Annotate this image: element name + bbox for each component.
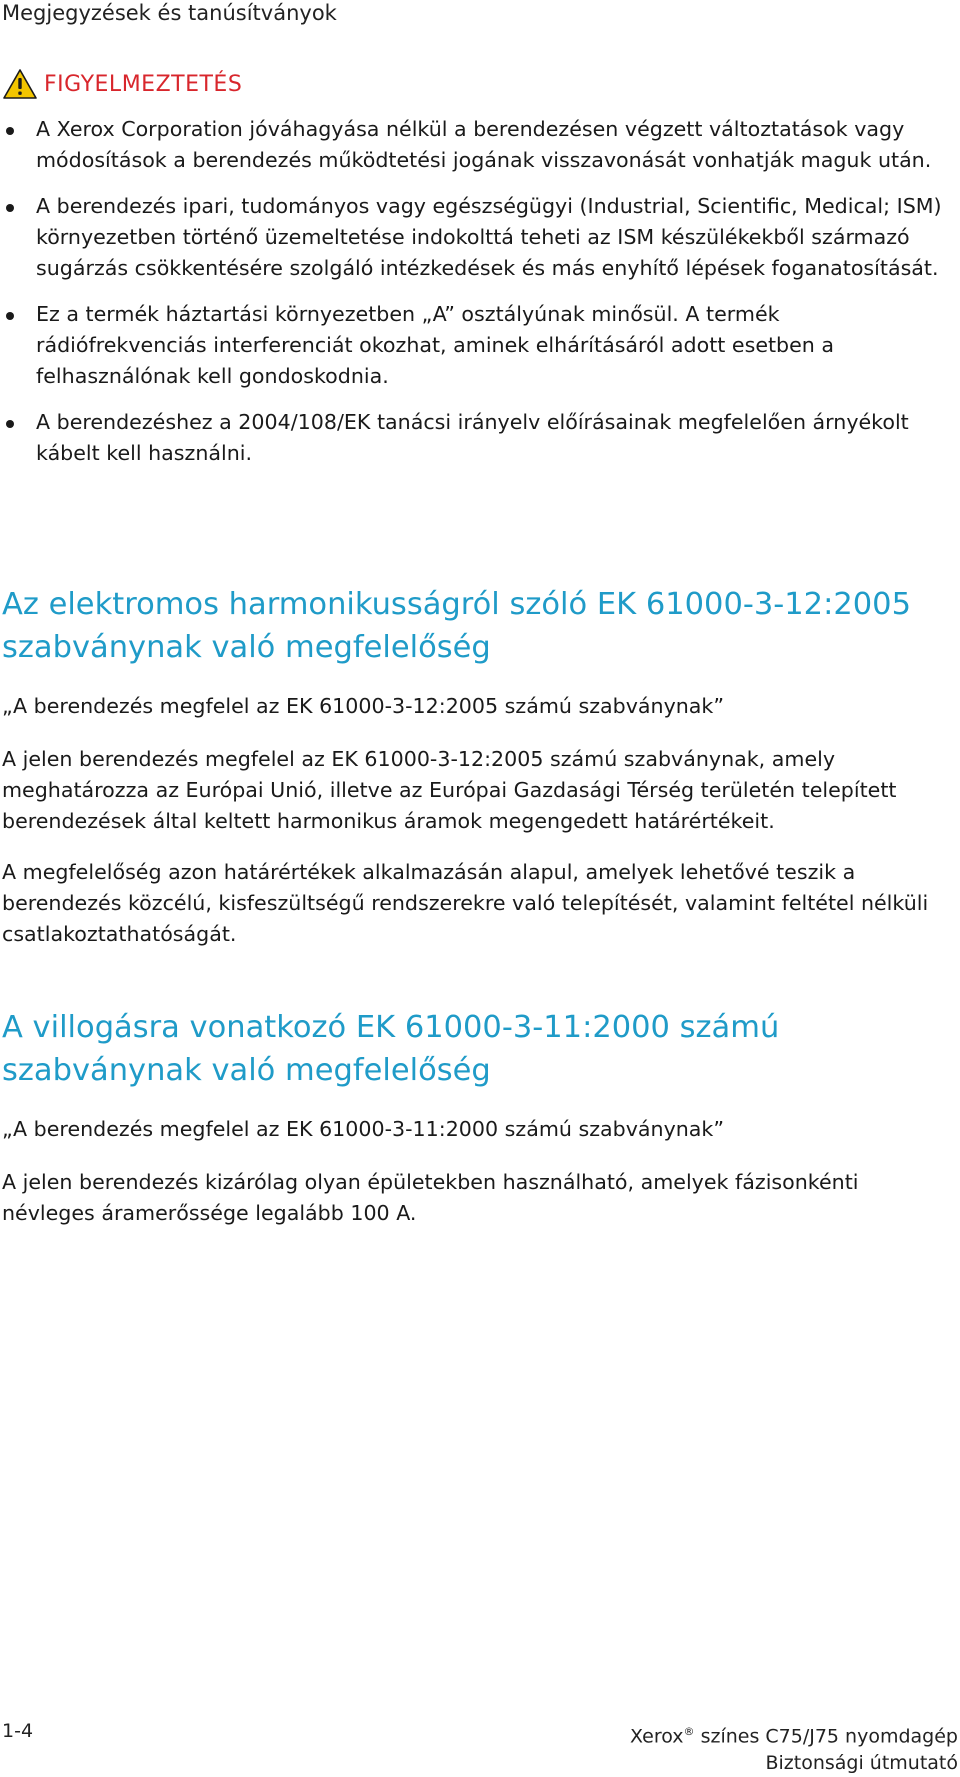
section-paragraph: A jelen berendezés kizárólag olyan épületekben használható, amelyek fázisonkénti névleges áramerőssége legalább 100 A. [2,1170,859,1225]
list-item-text: A Xerox Corporation jóváhagyása nélkül a berendezésen végzett változtatások vagy módosítások a berendezés működtetési jogának visszavonását vonhatják maguk után. [36,117,932,172]
warning-triangle-icon [2,68,38,100]
warning-list [2,114,942,469]
registered-mark: ® [683,1725,695,1738]
page-number: 1-4 [2,1720,34,1742]
warning-block [2,64,942,484]
footer-brand: Xerox [630,1725,684,1748]
footer-product: színes C75/J75 nyomdagép [694,1725,958,1748]
footer-guide-title: Biztonsági útmutató [765,1752,958,1775]
warning-title: FIGYELMEZTETÉS [44,71,243,97]
warning-title-row [2,64,942,104]
section-quote: „A berendezés megfelel az EK 61000-3-12:2005 számú szabványnak” [2,694,725,718]
footer-product-info [630,1718,958,1777]
list-item-text: A berendezés ipari, tudományos vagy egészségügyi (Industrial, Scientific, Medical; ISM) környezetben történő üzemeltetése indokolttá teheti az ISM készülékekből származó sugárzás csökkentésére szolgáló intézkedések és más enyhítő lépések foganatosítását. [36,194,942,280]
flicker-section [2,1006,950,1229]
section-paragraph: A jelen berendezés megfelel az EK 61000-3-12:2005 számú szabványnak, amely meghatározza az Európai Unió, illetve az Európai Gazdasági Térség területén telepített berendezések által keltett harmonikus áramok megengedett határértékeit. [2,747,897,833]
harmonics-section [2,583,950,950]
list-item-text: Ez a termék háztartási környezetben „A” osztályúnak minősül. A termék rádiófrekvenciás interferenciát okozhat, aminek elhárításáról adott esetben a felhasználónak kell gondoskodnia. [36,302,835,388]
list-item [2,191,942,284]
bullet-icon [6,127,14,135]
list-item [2,114,942,176]
section-quote: „A berendezés megfelel az EK 61000-3-11:2000 számú szabványnak” [2,1117,725,1141]
section-paragraph: A megfelelőség azon határértékek alkalmazásán alapul, amelyek lehetővé teszik a berendezés közcélú, kisfeszültségű rendszerekre való telepítését, valamint feltétel nélküli csatlakoztathatóságát. [2,860,929,946]
bullet-icon [6,420,14,428]
section-heading: Az elektromos harmonikusságról szóló EK 61000-3-12:2005 szabványnak való megfelelőség [2,587,911,665]
section-heading: A villogásra vonatkozó EK 61000-3-11:2000 számú szabványnak való megfelelőség [2,1010,780,1088]
bullet-icon [6,312,14,320]
list-item [2,299,942,392]
bullet-icon [6,204,14,212]
list-item-text: A berendezéshez a 2004/108/EK tanácsi irányelv előírásainak megfelelően árnyékolt kábelt kell használni. [36,410,909,465]
running-header: Megjegyzések és tanúsítványok [2,1,337,25]
list-item [2,407,942,469]
footer-product-line [630,1718,958,1750]
